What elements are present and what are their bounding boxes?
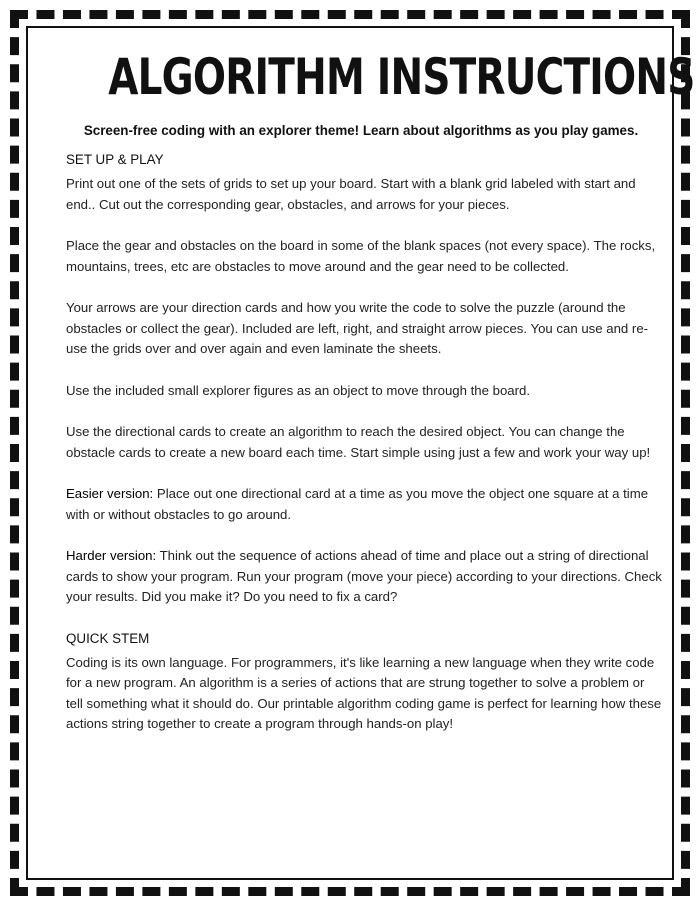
- easier-version-text: Place out one directional card at a time as you move the object one square at a time with or without obstacles to go around.: [66, 486, 649, 522]
- stem-paragraph: Coding is its own language. For programmers, it's like learning a new language when they write code for a new program. An algorithm is a series of actions that are strung together to solve a problem or tell something what it should do. Our printable algorithm coding game is perfect for learning how these actions string together to create a program through hands-on play!: [66, 654, 662, 731]
- page-title: ALGORITHM INSTRUCTIONS: [108, 48, 695, 106]
- easier-version-paragraph: [66, 484, 664, 525]
- harder-version-text: Think out the sequence of actions ahead of time and place out a string of directional cards to show your program. Run your program (move your piece) according to your directions. Check your results. Did you make it? Do you need to fix a card?: [66, 548, 662, 604]
- setup-paragraph-4: Use the included small explorer figures as an object to move through the board.: [66, 382, 531, 398]
- document-body: [40, 44, 695, 756]
- setup-paragraph-1: Print out one of the sets of grids to set up your board. Start with a blank grid labeled with start and end.. Cut out the corresponding gear, obstacles, and arrows for your pieces.: [66, 176, 636, 212]
- section-heading-setup: SET UP & PLAY: [66, 152, 164, 167]
- section-heading-stem: QUICK STEM: [66, 630, 150, 646]
- setup-paragraph-2: Place the gear and obstacles on the board in some of the blank spaces (not every space). The rocks, mountains, trees, etc are obstacles to move around and the gear need to be collected.: [66, 238, 656, 274]
- harder-version-label: Harder version:: [66, 548, 157, 563]
- page-subtitle: Screen-free coding with an explorer theme! Learn about algorithms as you play games.: [83, 123, 639, 138]
- harder-version-paragraph: [66, 546, 664, 608]
- easier-version-label: Easier version:: [66, 486, 154, 501]
- setup-paragraph-5: Use the directional cards to create an algorithm to reach the desired object. You can change the obstacle cards to create a new board each time. Start simple using just a few and work your way up!: [66, 424, 651, 460]
- setup-paragraph-3: Your arrows are your direction cards and how you write the code to solve the puzzle (around the obstacles or collect the gear). Included are left, right, and straight arrow pieces. You can use and re-use the grids over and over again and even laminate the sheets.: [66, 300, 649, 356]
